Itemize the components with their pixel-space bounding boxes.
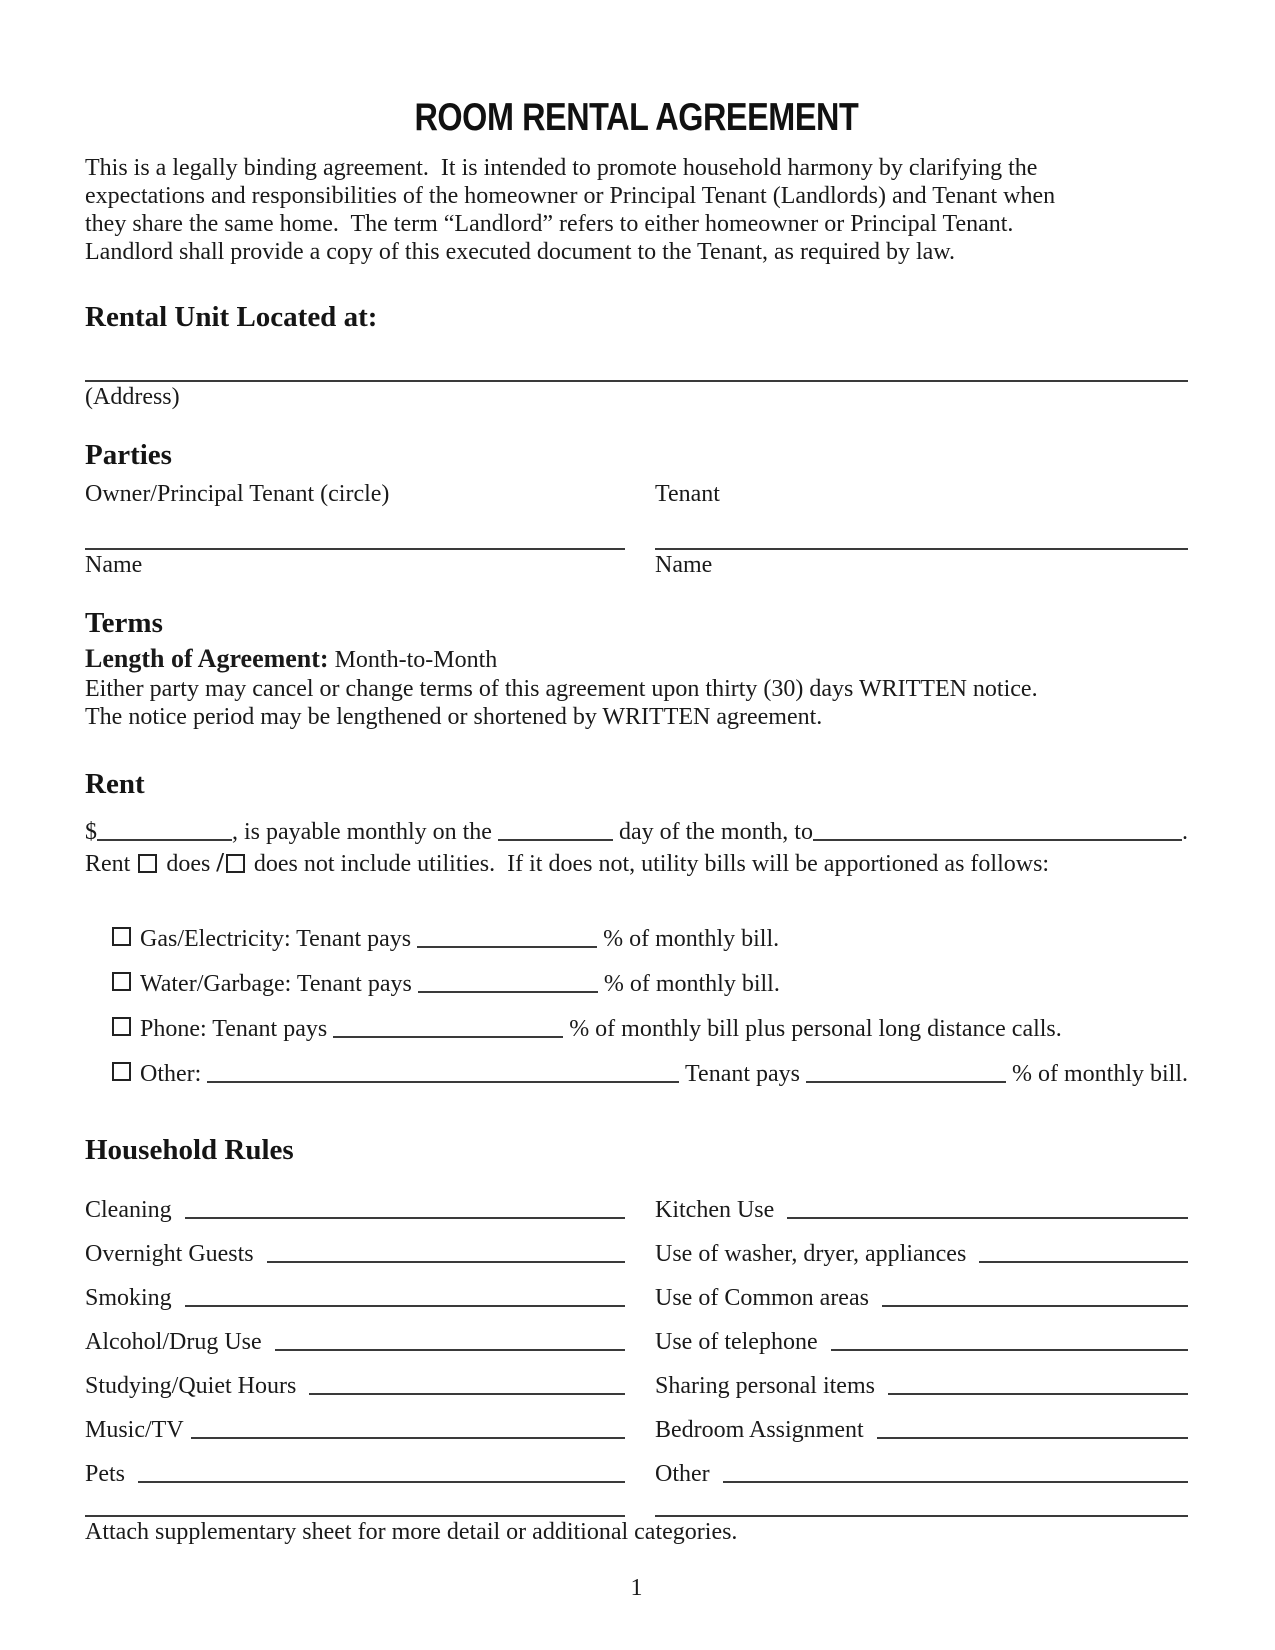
rule-cleaning	[85, 1195, 625, 1225]
other-utility-desc-fill-line[interactable]	[207, 1081, 679, 1083]
terms-heading: Terms	[85, 607, 163, 639]
other-utility-checkbox[interactable]	[112, 1062, 131, 1081]
rent-does-not-checkbox[interactable]	[226, 854, 245, 873]
gas-electricity-suffix: % of monthly bill.	[597, 926, 780, 952]
rule-washer-dryer	[655, 1239, 1188, 1269]
rule-sharing-personal-items-fill-line[interactable]	[888, 1393, 1188, 1395]
other-utility-suffix: % of monthly bill.	[1006, 1061, 1188, 1087]
water-garbage-suffix: % of monthly bill.	[597, 971, 780, 997]
rent-payable-row	[85, 817, 1188, 847]
other-utility-mid: Tenant pays	[679, 1061, 806, 1087]
rent-payable-period: .	[1182, 819, 1188, 845]
rule-music-tv-label: Music/TV	[85, 1417, 184, 1443]
rule-bedroom-assignment	[655, 1415, 1188, 1445]
rule-bedroom-assignment-fill-line[interactable]	[877, 1437, 1188, 1439]
intro-line-1: This is a legally binding agreement. It is intended to promote household harmony by clarifying the	[85, 155, 1038, 181]
parties-labels-row	[85, 480, 1188, 508]
rent-includes-row	[85, 847, 1188, 879]
rule-alcohol-drug-use	[85, 1327, 625, 1357]
rule-bedroom-assignment-label: Bedroom Assignment	[655, 1417, 870, 1443]
rent-amount-fill-line[interactable]	[97, 839, 232, 841]
parties-heading: Parties	[85, 439, 172, 471]
intro-line-2: expectations and responsibilities of the homeowner or Principal Tenant (Landlords) and Tenant when	[85, 183, 1056, 209]
rules-row-5	[85, 1371, 1188, 1401]
does-slash: /	[216, 847, 224, 877]
length-of-agreement-label: Length of Agreement:	[85, 644, 329, 673]
rent-payable-mid2: day of the month, to	[612, 819, 813, 845]
rule-common-areas-fill-line[interactable]	[882, 1305, 1188, 1307]
parties-name-captions-row	[85, 550, 1188, 580]
rule-other	[655, 1459, 1188, 1489]
length-of-agreement-value: Month-to-Month	[328, 647, 498, 673]
page-number: 1	[630, 1575, 643, 1601]
rule-telephone-fill-line[interactable]	[831, 1349, 1188, 1351]
rules-row-4	[85, 1327, 1188, 1357]
intro-line-4: Landlord shall provide a copy of this executed document to the Tenant, as required by law.	[85, 239, 956, 265]
rules-row-1	[85, 1195, 1188, 1225]
rule-washer-dryer-fill-line[interactable]	[979, 1261, 1188, 1263]
rent-includes-pre: Rent	[85, 851, 137, 877]
terms-notice-line-2: The notice period may be lengthened or shortened by WRITTEN agreement.	[85, 704, 823, 730]
rent-does-label: does	[166, 851, 217, 877]
attach-note: Attach supplementary sheet for more detail or additional categories.	[85, 1519, 738, 1545]
owner-principal-tenant-label: Owner/Principal Tenant (circle)	[85, 481, 390, 507]
rule-telephone	[655, 1327, 1188, 1357]
rules-row-3	[85, 1283, 1188, 1313]
rental-unit-heading: Rental Unit Located at:	[85, 301, 378, 333]
gas-electricity-label: Gas/Electricity: Tenant pays	[140, 926, 418, 952]
phone-label: Phone: Tenant pays	[140, 1016, 334, 1042]
rule-kitchen-use-label: Kitchen Use	[655, 1197, 781, 1223]
household-rules-grid	[85, 1195, 1188, 1489]
other-utility-row	[110, 1059, 1188, 1089]
gas-electricity-percent-fill-line[interactable]	[417, 946, 597, 948]
phone-row	[110, 1014, 1188, 1044]
intro-paragraph	[85, 154, 1188, 266]
rent-does-checkbox[interactable]	[138, 854, 157, 873]
rule-overnight-guests-fill-line[interactable]	[267, 1261, 625, 1263]
rules-row-7	[85, 1459, 1188, 1489]
terms-notice	[85, 675, 1188, 731]
rule-cleaning-label: Cleaning	[85, 1197, 178, 1223]
rule-studying-quiet-hours-fill-line[interactable]	[309, 1393, 625, 1395]
currency-symbol: $	[85, 819, 97, 845]
rule-studying-quiet-hours-label: Studying/Quiet Hours	[85, 1373, 303, 1399]
rule-overnight-guests	[85, 1239, 625, 1269]
rule-alcohol-drug-use-label: Alcohol/Drug Use	[85, 1329, 268, 1355]
rule-pets-fill-line[interactable]	[138, 1481, 625, 1483]
rule-smoking-fill-line[interactable]	[185, 1305, 625, 1307]
other-utility-label: Other:	[140, 1061, 208, 1087]
owner-name-caption: Name	[85, 552, 143, 578]
rent-payee-fill-line[interactable]	[813, 839, 1182, 841]
water-garbage-row	[110, 969, 1188, 999]
gas-electricity-row	[110, 924, 1188, 954]
phone-percent-fill-line[interactable]	[333, 1036, 563, 1038]
rent-payable-mid1: , is payable monthly on the	[232, 819, 498, 845]
water-garbage-checkbox[interactable]	[112, 972, 131, 991]
rule-alcohol-drug-use-fill-line[interactable]	[275, 1349, 625, 1351]
terms-notice-line-1: Either party may cancel or change terms of this agreement upon thirty (30) days WRITTEN notice.	[85, 676, 1038, 702]
rule-pets-label: Pets	[85, 1461, 132, 1487]
rent-heading: Rent	[85, 768, 145, 800]
rent-due-day-fill-line[interactable]	[498, 839, 613, 841]
rule-washer-dryer-label: Use of washer, dryer, appliances	[655, 1241, 973, 1267]
rule-studying-quiet-hours	[85, 1371, 625, 1401]
rules-row-2	[85, 1239, 1188, 1269]
rule-telephone-label: Use of telephone	[655, 1329, 824, 1355]
phone-checkbox[interactable]	[112, 1017, 131, 1036]
intro-line-3: they share the same home. The term “Landlord” refers to either homeowner or Principal Tenant.	[85, 211, 1014, 237]
rule-other-fill-line[interactable]	[723, 1481, 1188, 1483]
rule-music-tv	[85, 1415, 625, 1445]
other-utility-percent-fill-line[interactable]	[806, 1081, 1006, 1083]
gas-electricity-checkbox[interactable]	[112, 927, 131, 946]
rule-common-areas	[655, 1283, 1188, 1313]
rules-row-6	[85, 1415, 1188, 1445]
document-title: ROOM RENTAL AGREEMENT	[414, 96, 859, 139]
rule-pets	[85, 1459, 625, 1489]
rule-kitchen-use-fill-line[interactable]	[787, 1217, 1188, 1219]
rule-overnight-guests-label: Overnight Guests	[85, 1241, 260, 1267]
rule-other-label: Other	[655, 1461, 716, 1487]
rule-common-areas-label: Use of Common areas	[655, 1285, 875, 1311]
rent-does-not-label: does not include utilities. If it does not, utility bills will be apportioned as follows:	[253, 851, 1050, 877]
length-of-agreement-row	[85, 644, 1188, 675]
title-wrap	[85, 96, 1188, 140]
water-garbage-percent-fill-line[interactable]	[418, 991, 598, 993]
water-garbage-label: Water/Garbage: Tenant pays	[140, 971, 418, 997]
rule-smoking	[85, 1283, 625, 1313]
rule-cleaning-fill-line[interactable]	[185, 1217, 625, 1219]
phone-suffix: % of monthly bill plus personal long distance calls.	[563, 1016, 1062, 1042]
address-caption: (Address)	[85, 384, 180, 410]
rule-kitchen-use	[655, 1195, 1188, 1225]
tenant-name-caption: Name	[655, 552, 713, 578]
household-rules-heading: Household Rules	[85, 1134, 294, 1166]
rule-sharing-personal-items	[655, 1371, 1188, 1401]
rule-music-tv-fill-line[interactable]	[191, 1437, 625, 1439]
rule-sharing-personal-items-label: Sharing personal items	[655, 1373, 881, 1399]
tenant-label: Tenant	[655, 481, 720, 507]
rule-smoking-label: Smoking	[85, 1285, 178, 1311]
